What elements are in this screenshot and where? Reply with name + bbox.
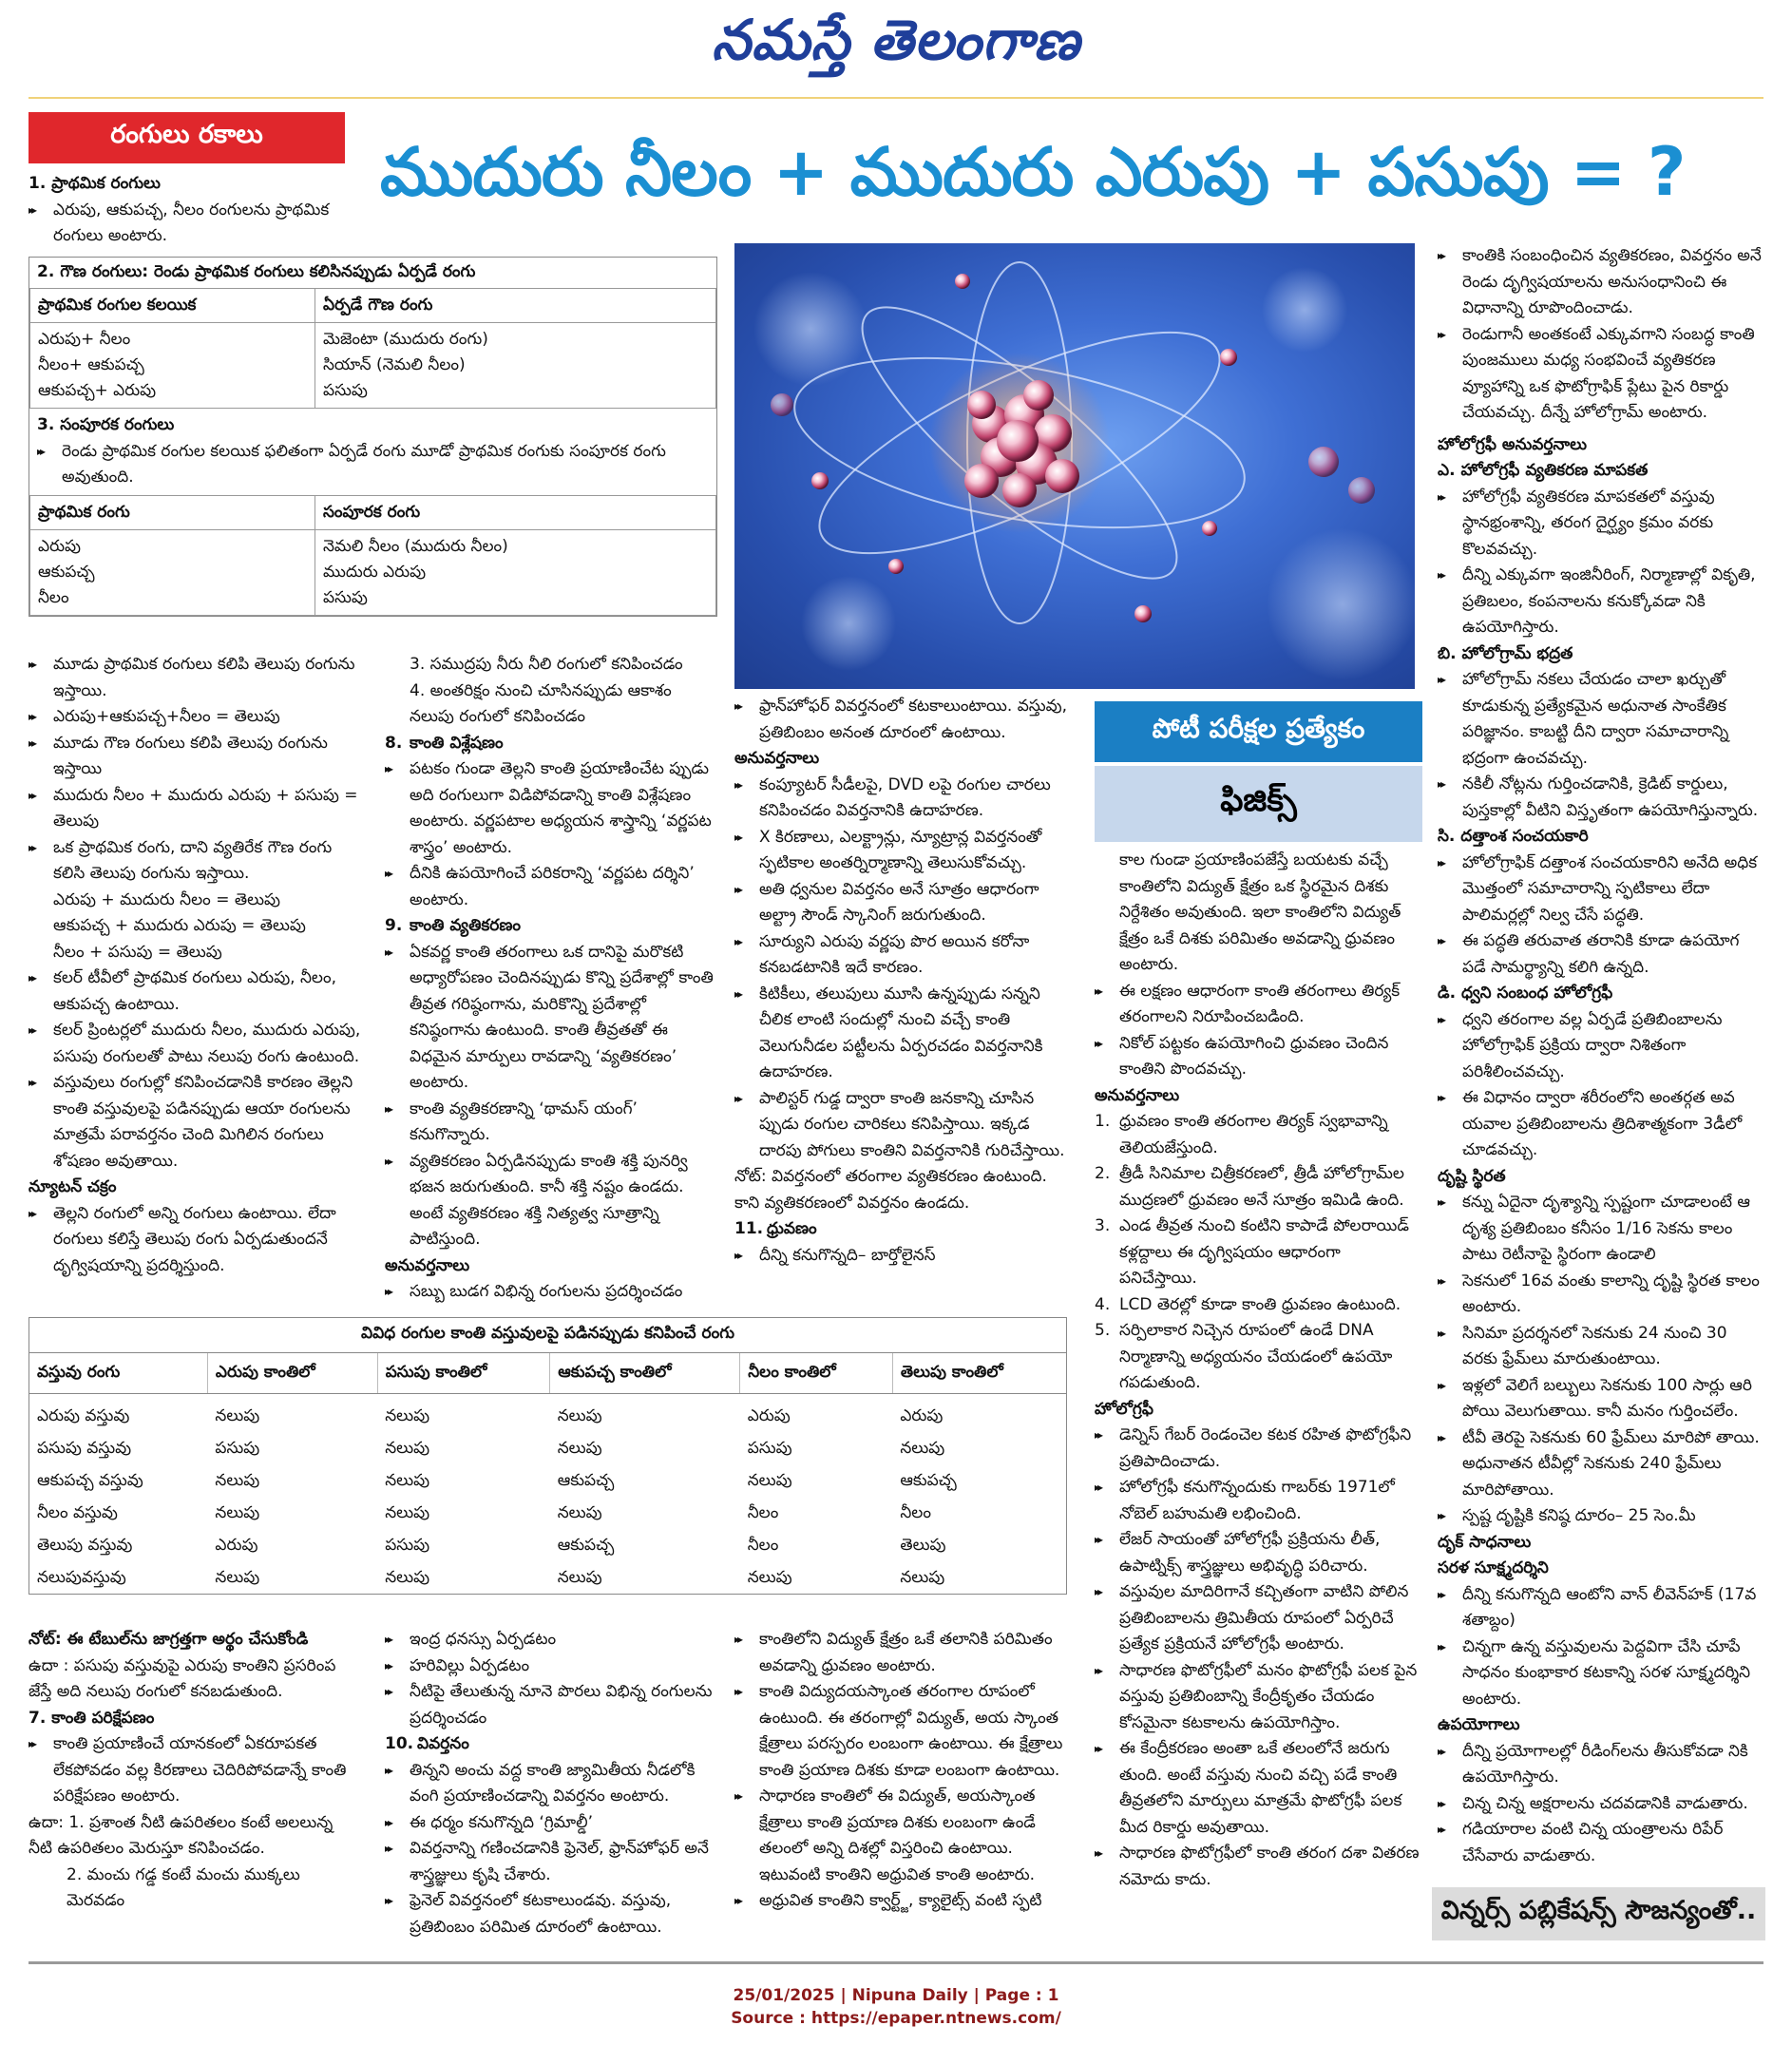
table-row [29, 1561, 1066, 1594]
bullet: ▸▸ హరివిల్లు ఏర్పడటం [385, 1653, 717, 1680]
footer-date-line: 25/01/2025 | Nipuna Daily | Page : 1 [733, 1986, 1059, 2005]
table-cell: నలుపు [747, 1568, 792, 1587]
bullet: ▸▸ రెండుగానీ అంతకంటే ఎక్కువగాని సంబద్ధ కాంతి పుంజములు మధ్య సంభవించే వ్యతికరణ వ్యూహాన్ని ఒక ఫొటోగ్రాఫిక్ ప్లేటు పైన రికార్డు చేయవచ్చు. దీన్నే హోలోగ్రామ్ అంటారు. [1438, 322, 1765, 427]
bullet: ▸▸ కలర్ ప్రింటర్లలో ముదురు నీలం, ముదురు ఎరుపు, పసుపు రంగులతో పాటు నలుపు రంగు ఉంటుంది. [29, 1018, 361, 1070]
cell-line: ఆకుపచ్చ+ ఎరుపు [38, 381, 157, 400]
table-cell: నలుపు [557, 1406, 602, 1425]
bullet: ▸▸ ఎరుపు, ఆకుపచ్చ, నీలం రంగులను ప్రాథమిక రంగులు అంటారు. [29, 198, 364, 250]
numbered-item: 1. ధ్రువణం కాంతి తరంగాల తిర్యక్ స్వభావాన్ని తెలియజేస్తుంది. [1095, 1112, 1388, 1157]
section-title-text: ధ్రువణం [767, 1219, 817, 1238]
table-row [29, 1464, 1066, 1497]
table-cell: ఎరుపు వస్తువు [37, 1406, 130, 1425]
table-row [29, 1529, 1066, 1561]
column-h [734, 1627, 1067, 1915]
bullet: ▸▸ వివర్తనాన్ని గణించడానికి ఫ్రెనెల్, ఫ్రాన్‌హోఫర్ అనే శాస్త్రజ్ఞులు కృషి చేశారు. [385, 1836, 717, 1888]
bullet: ▸▸ కాంతికి సంబంధించిన వ్యతికరణం, వివర్తనం అనే రెండు దృగ్విషయాలను అనుసంధానించి ఈ విధానాన్ని రూపొందించాడు. [1438, 243, 1765, 322]
table-row [29, 1497, 1066, 1529]
table-caption: వివిధ రంగుల కాంతి వస్తువులపై పడినప్పుడు కనిపించే రంగు [29, 1318, 1066, 1353]
cell-line: నీలం+ ఆకుపచ్చ [38, 355, 144, 374]
table-cell: పసుపు [747, 1439, 792, 1458]
table-cell: ఎరుపు [900, 1406, 944, 1425]
table-cell: నలుపు [747, 1471, 792, 1490]
bullet: ▸▸ సబ్బు బుడగ విభిన్న రంగులను ప్రదర్శించడం [385, 1279, 717, 1306]
bullet: ▸▸ నకిలీ నోట్లను గుర్తించడానికి, క్రెడిట్ కార్డులు, పుస్తకాల్లో వీటిని విస్తృతంగా ఉపయోగిస్తున్నారు. [1438, 772, 1765, 824]
bullet: ▸▸ ఈ పద్ధతి తరువాత తరానికి కూడా ఉపయోగ పడే సామర్థ్యాన్ని కలిగి ఉన్నది. [1438, 928, 1765, 981]
cell-line: ఆకుపచ్చ [38, 563, 95, 582]
bullet: ▸▸ కాంతి విద్యుదయస్కాంత తరంగాల రూపంలో ఉంటుంది. ఈ తరంగాల్లో విద్యుత్, అయ స్కాంత క్షేత్రాలు పరస్పరం లంబంగా ఉంటాయి. ఈ క్షేత్రాలు కాంతి ప్రయాణ దిశకు కూడా లంబంగా ఉంటాయి. [734, 1679, 1067, 1784]
bullet: ▸▸ దీన్ని కనుగొన్నది ఆంటోని వాన్ లీవెన్‌హక్ (17వ శతాబ్దం) [1438, 1582, 1765, 1634]
complementary-colors-table [29, 495, 716, 617]
section-title: 2. గౌణ రంగులు: రెండు ప్రాథమిక రంగులు కలిసినప్పుడు ఏర్పడే రంగు [37, 262, 476, 281]
table-cell: నీలం వస్తువు [37, 1503, 118, 1522]
example-text: ఉదా: 1. ప్రశాంత నీటి ఉపరితలం కంటే అలలున్న నీటి ఉపరితలం మెరుస్తూ కనిపించడం. [29, 1812, 334, 1858]
bullet: ▸▸ కాంతి వ్యతికరణాన్ని ‘థామస్ యంగ్’ కనుగొన్నారు. [385, 1097, 717, 1149]
section-title [385, 1731, 717, 1758]
table-header: పసుపు కాంతిలో [377, 1353, 550, 1394]
bullet: ▸▸ కిటికీలు, తలుపులు మూసి ఉన్నప్పుడు సన్నని చీలిక లాంటి సందుల్లో నుంచి వచ్చే కాంతి వెలుగునీడల పట్టీలను ఏర్పరచడం వివర్తనానికి ఉదాహరణ. [734, 982, 1067, 1086]
table-cell: నీలం [900, 1503, 931, 1522]
bullet: ▸▸ దీన్ని కనుగొన్నది– బార్తోలైనస్ [734, 1243, 1067, 1270]
note-text: నోట్: ఈ టేబుల్‌ను జాగ్రత్తగా అర్థం చేసుకోండి [29, 1630, 309, 1649]
bullet: ▸▸ అధ్రువిత కాంతిని క్వార్ట్జ్, క్యాలైట్స్ వంటి స్ఫటి [734, 1888, 1067, 1915]
section-title: న్యూటన్ చక్రం [29, 1177, 117, 1196]
bullet: ▸▸ సెకనులో 16వ వంతు కాలాన్ని దృష్టి స్థిరత కాలం అంటారు. [1438, 1269, 1765, 1321]
bullet: ▸▸ కన్ను ఏదైనా దృశ్యాన్ని స్పష్టంగా చూడాలంటే ఆ దృశ్య ప్రతిబింబం కనీసం 1/16 సెకను కాలం పాటు రెటీనాపై స్థిరంగా ఉండాలి [1438, 1190, 1765, 1269]
table-cell: ఆకుపచ్చ [900, 1471, 957, 1490]
section-title [734, 1216, 1067, 1243]
table-header: ప్రాథమిక రంగు [30, 495, 315, 530]
section-title [385, 913, 717, 940]
numbered-item: 3. ఎండ తీవ్రత నుంచి కంటిని కాపాడే పోలరాయిడ్ కళ్లద్దాలు ఈ దృగ్విషయం ఆధారంగా పనిచేస్తాయి. [1095, 1216, 1409, 1288]
atom-illustration [734, 243, 1415, 689]
bullet: ▸▸ హోలోగ్రాఫిక్ దత్తాంశ సంచయకారిని అనేది అధిక మొత్తంలో సమాచారాన్ని స్ఫటికాలు లేదా పాలిమర్లల్లో నిల్వ చేసే పద్ధతి. [1438, 850, 1765, 929]
column-b [385, 652, 717, 1306]
bullet: ▸▸ గడియారాల వంటి చిన్న యంత్రాలను రిపేర్ చేసేవారు వాడుతారు. [1438, 1817, 1765, 1869]
equation-line: నీలం + పసుపు = తెలుపు [53, 942, 222, 962]
section-title-text: కాంతి విశ్లేషణం [410, 733, 504, 753]
bullet: ▸▸ ఫ్రెనెల్ వివర్తనంలో కటకాలుండవు. వస్తువు, ప్రతిబింబం పరిమిత దూరంలో ఉంటాయి. [385, 1888, 717, 1940]
masthead-logo: నమస్తే తెలంగాణ [712, 8, 1080, 72]
table-header: నీలం కాంతిలో [740, 1353, 893, 1394]
equation-line: ఎరుపు + ముదురు నీలం = తెలుపు [53, 889, 280, 909]
section-title [385, 731, 717, 757]
bottom-divider [29, 1961, 1763, 1964]
table-cell: పసుపు వస్తువు [37, 1439, 132, 1458]
bullet: ▸▸ లేజర్ సాయంతో హోలోగ్రఫీ ప్రక్రియను లీత్, ఉపాట్నిక్స్ శాస్త్రజ్ఞులు అభివృద్ధి పరిచారు. [1095, 1527, 1422, 1579]
bullet: ▸▸ ఈ కేంద్రీకరణం అంతా ఒకే తలంలోనే జరుగు తుంది. అంటే వస్తువు నుంచి వచ్చి పడే కాంతి తీవ్రతలోని మార్పులు మాత్రమే ఫొటోగ్రఫీ పలక మీద రికార్డు అవుతాయి. [1095, 1736, 1422, 1841]
table-cell: నలుపు [900, 1568, 945, 1587]
table-cell: నలుపువస్తువు [37, 1568, 126, 1587]
subsection-title: సి. దత్తాంశ సంచయకారి [1438, 827, 1589, 846]
table-cell: నలుపు [215, 1503, 260, 1522]
table-header: ఎరుపు కాంతిలో [207, 1353, 377, 1394]
column-e [1438, 243, 1765, 1869]
bullet: ▸▸ హోలోగ్రామ్ నకలు చేయడం చాలా ఖర్చుతో కూడుకున్న ప్రత్యేకమైన అధునాత సాంకేతిక పరిజ్ఞానం. కాబట్టి దీని ద్వారా సమాచారాన్ని భద్రంగా ఉంచవచ్చు. [1438, 667, 1765, 772]
bullet: ▸▸ దీన్ని ఎక్కువగా ఇంజినీరింగ్, నిర్మాణాల్లో వికృతి, ప్రతిబలం, కంపనాలను కనుక్కోవడా నికి ఉపయోగిస్తారు. [1438, 563, 1765, 641]
physics-label: ఫిజిక్స్ [1095, 766, 1422, 842]
table-cell: నలుపు [385, 1568, 430, 1587]
section-number: 11. [734, 1219, 764, 1238]
bullet: ▸▸ సాధారణ ఫొటోగ్రఫీలో మనం ఫొటోగ్రఫీ పలక పైన వస్తువు ప్రతిబింబాన్ని కేంద్రీకృతం చేయడం కోసమైనా కటకాలను ఉపయోగిస్తాం. [1095, 1658, 1422, 1737]
table-row [29, 1394, 1066, 1433]
bullet: ▸▸ ఏకవర్ణ కాంతి తరంగాలు ఒక దానిపై మరొకటి అధ్యారోపణం చెందినప్పుడు కొన్ని ప్రదేశాల్లో కాంతి తీవ్రత గరిష్ఠంగాను, మరికొన్ని ప్రదేశాల్లో కనిష్ఠంగాను ఉంటుంది. కాంతి తీవ్రతతో ఈ విధమైన మార్పులు రావడాన్ని ‘వ్యతికరణం’ అంటారు. [385, 940, 717, 1097]
bullet: ▸▸ ఈ విధానం ద్వారా శరీరంలోని అంతర్గత అవ యవాల ప్రతిబింబాలను త్రిదిశాత్మకంగా 3డీలో చూడవచ్చు. [1438, 1085, 1765, 1164]
bullet: ▸▸ సాధారణ ఫొటోగ్రఫీలో కాంతి తరంగ దశా వితరణ నమోదు కాదు. [1095, 1841, 1422, 1893]
table-cell [30, 323, 315, 409]
table-cell: ఆకుపచ్చ [557, 1536, 615, 1555]
bullet: ▸▸ హోలోగ్రఫీ కనుగొన్నందుకు గాబర్‌కు 1971లో నోబెల్ బహుమతి లభించింది. [1095, 1475, 1422, 1527]
subsection-title: సరళ సూక్ష్మదర్శిని [1438, 1558, 1549, 1577]
table-cell: నలుపు [557, 1439, 602, 1458]
table-header: ఆకుపచ్చ కాంతిలో [550, 1353, 740, 1394]
bullet: ▸▸ ముదురు నీలం + ముదురు ఎరుపు + పసుపు = తెలుపు [29, 783, 361, 835]
bullet: ▸▸ నికోల్ పట్టకం ఉపయోగించి ధ్రువణం చెందిన కాంతిని పొందవచ్చు. [1095, 1031, 1422, 1083]
table-cell: నలుపు [215, 1568, 260, 1587]
section-title: అనువర్తనాలు [385, 1255, 470, 1275]
section-number: 9. [385, 916, 403, 935]
table-cell: నలుపు [215, 1471, 260, 1490]
table-cell: నలుపు [900, 1439, 945, 1458]
table-cell: తెలుపు [900, 1536, 946, 1555]
bullet: ▸▸ దీన్ని ప్రయోగాలల్లో రీడింగ్‌లను తీసుకోవడా నికి ఉపయోగిస్తారు. [1438, 1739, 1765, 1791]
section-title: హోలోగ్రఫీ అనువర్తనాలు [1438, 434, 1588, 454]
cell-line: నెమలి నీలం (ముదురు నీలం) [323, 537, 508, 556]
bullet: ▸▸ చిన్న చిన్న అక్షరాలను చదవడానికి వాడుతారు. [1438, 1791, 1765, 1818]
column-c [734, 694, 1067, 1269]
cell-line: పసుపు [323, 588, 368, 607]
bullet: ▸▸ కాంతిలోని విద్యుత్ క్షేత్రం ఒకే తలానికి పరిమితం అవడాన్ని ధ్రువణం అంటారు. [734, 1627, 1067, 1679]
section-title: హోలోగ్రఫీ [1095, 1399, 1153, 1419]
section-number: 10. [385, 1734, 414, 1753]
bullet: ▸▸ వస్తువుల మాదిరిగానే కచ్చితంగా వాటిని పోలిన ప్రతిబింబాలను త్రిమితీయ రూపంలో ఏర్పరిచే ప్రత్యేక ప్రక్రియనే హోలోగ్రఫీ అంటారు. [1095, 1579, 1422, 1658]
bullet: ▸▸ ఫ్రాన్‌హోఫర్ వివర్తనంలో కటకాలుంటాయి. వస్తువు, ప్రతిబింబం అనంత దూరంలో ఉంటాయి. [734, 694, 1067, 746]
bullet: ▸▸ ఇళ్లలో వెలిగే బల్బులు సెకనుకు 100 సార్లు ఆరి పోయి వెలుగుతాయి. కానీ మనం గుర్తించలేం. [1438, 1373, 1765, 1425]
bullet: ▸▸ X కిరణాలు, ఎలక్ట్రాన్లు, న్యూట్రాన్ల వివర్తనంతో స్ఫటికాల అంతర్నిర్మాణాన్ని తెలుసుకోవచ్చు. [734, 825, 1067, 877]
table-header: ప్రాథమిక రంగుల కలయిక [30, 288, 315, 323]
secondary-colors-table [29, 288, 716, 410]
table-cell [315, 530, 716, 616]
competitive-exam-label: పోటీ పరీక్షల ప్రత్యేకం [1095, 701, 1422, 762]
column-g [385, 1627, 717, 1940]
table-cell: నలుపు [557, 1503, 602, 1522]
bullet: ▸▸ డెన్నిస్ గేబర్ రెండంచెల కటక రహిత ఫొటోగ్రఫీని ప్రతిపాదించాడు. [1095, 1423, 1422, 1475]
section-title: అనువర్తనాలు [734, 749, 820, 768]
table-cell: నలుపు [215, 1406, 260, 1425]
bullet: ▸▸ తిన్నని అంచు వద్ద కాంతి జ్యామితీయ నీడలోకి వంగి ప్రయాణించడాన్ని వివర్తనం అంటారు. [385, 1758, 717, 1810]
bullet: ▸▸ పటకం గుండా తెల్లని కాంతి ప్రయాణించేట ప్పుడు అది రంగులుగా విడిపోవడాన్ని కాంతి విశ్లేషణం అంటారు. వర్ణపటాల అధ్యయన శాస్త్రాన్ని ‘వర్ణపట శాస్త్రం’ అంటారు. [385, 756, 717, 861]
numbered-item: 4. LCD తెరల్లో కూడా కాంతి ధ్రువణం ఉంటుంది. [1095, 1294, 1401, 1314]
table-cell: నలుపు [385, 1503, 430, 1522]
table-cell: నలుపు [385, 1439, 430, 1458]
bullet: ▸▸ వ్యతికరణం ఏర్పడినప్పుడు కాంతి శక్తి పునర్వి భజన జరుగుతుంది. కానీ శక్తి నష్టం ఉండదు. అంటే వ్యతికరణం శక్తి నిత్యత్వ సూత్రాన్ని పాటిస్తుంది. [385, 1149, 717, 1253]
bullet: ▸▸ రెండు ప్రాథమిక రంగుల కలయిక ఫలితంగా ఏర్పడే రంగు మూడో ప్రాథమిక రంగుకు సంపూరక రంగు అవుతుంది. [37, 439, 709, 491]
table-header: వస్తువు రంగు [29, 1353, 207, 1394]
bullet: ▸▸ ఈ లక్షణం ఆధారంగా కాంతి తరంగాలు తిర్యక్ తరంగాలని నిరూపించబడింది. [1095, 979, 1422, 1031]
example-text: 2. మంచు గడ్డ కంటే మంచు ముక్కలు మెరవడం [67, 1864, 300, 1910]
section-title: 3. సంపూరక రంగులు [37, 415, 175, 434]
equation-line: ఆకుపచ్చ + ముదురు ఎరుపు = తెలుపు [53, 916, 306, 935]
table-cell: తెలుపు వస్తువు [37, 1536, 133, 1555]
table-cell: ఎరుపు [747, 1406, 791, 1425]
column-a [29, 652, 361, 1279]
column-f [29, 1627, 361, 1915]
subsection-title: డి. ధ్వని సంబంధ హోలోగ్రఫీ [1438, 984, 1613, 1003]
cell-line: ఎరుపు [38, 537, 82, 556]
cell-line: ఎరుపు+ నీలం [38, 330, 131, 349]
table-cell [30, 530, 315, 616]
bullet: ▸▸ వస్తువులు రంగుల్లో కనిపించడానికి కారణం తెల్లని కాంతి వస్తువులపై పడినప్పుడు ఆయా రంగులను మాత్రమే పరావర్తనం చెంది మిగిలిన రంగులు శోషణం అవుతాయి. [29, 1070, 361, 1175]
bullet: ▸▸ తెల్లని రంగులో అన్ని రంగులు ఉంటాయి. లేదా రంగులు కలిస్తే తెలుపు రంగు ఏర్పడుతుందనే దృగ్విషయాన్ని ప్రదర్శిస్తుంది. [29, 1201, 361, 1280]
table-cell: పసుపు [215, 1439, 260, 1458]
paragraph: కాల గుండా ప్రయాణింపజేస్తే బయటకు వచ్చే కాంతిలోని విద్యుత్ క్షేత్రం ఒక స్థిరమైన దిశకు నిర్దేశితం అవుతుంది. ఇలా కాంతిలోని విద్యుత్ క్షేత్రం ఒకే దిశకు పరిమితం అవడాన్ని ధ్రువణం అంటారు. [1119, 850, 1401, 974]
bullet: ▸▸ సూర్యుని ఎరుపు వర్ణపు పొర అయిన కరోనా కనబడటానికి ఇదే కారణం. [734, 929, 1067, 982]
note-text: నోట్: వివర్తనంలో తరంగాల వ్యతికరణం ఉంటుంది. కాని వ్యతికరణంలో వివర్తనం ఉండదు. [734, 1167, 1047, 1213]
cell-line: ముదురు ఎరుపు [323, 563, 427, 582]
section-title: 7. కాంతి పరిక్షేపణం [29, 1708, 155, 1728]
bullet: ▸▸ ధ్వని తరంగాల వల్ల ఏర్పడే ప్రతిబింబాలను హోలోగ్రాఫిక్ ప్రక్రియ ద్వారా నిశితంగా పరిశీలించవచ్చు. [1438, 1007, 1765, 1086]
bullet: ▸▸ టీవీ తెరపై సెకనుకు 60 ఫ్రేమ్‌లు మారిపో తాయి. అధునాతన టీవీల్లో సెకనుకు 240 ఫ్రేమ్‌లు మారిపోతాయి. [1438, 1425, 1765, 1504]
table-cell: నీలం [747, 1536, 779, 1555]
section-title-text: వివర్తనం [417, 1734, 469, 1753]
table-cell: నలుపు [557, 1568, 602, 1587]
bullet: ▸▸ మూడు గౌణ రంగులు కలిపి తెలుపు రంగును ఇస్తాయి [29, 731, 361, 783]
cell-line: నీలం [38, 588, 69, 607]
table-cell: నీలం [747, 1503, 779, 1522]
subsection-title: ఎ. హోలోగ్రఫీ వ్యతికరణ మాపకత [1438, 461, 1649, 480]
bullet: ▸▸ మూడు ప్రాథమిక రంగులు కలిపి తెలుపు రంగును ఇస్తాయి. [29, 652, 361, 704]
bullet: ▸▸ చిన్నగా ఉన్న వస్తువులను పెద్దవిగా చేసి చూపే సాధనం కుంభాకార కటకాన్ని సరళ సూక్ష్మదర్శిని అంటారు. [1438, 1634, 1765, 1713]
cell-line: సియాన్ (నెమలి నీలం) [323, 355, 466, 374]
publisher-credit: విన్నర్స్ పబ్లికేషన్స్ సౌజన్యంతో.. [1432, 1887, 1765, 1940]
bullet: ▸▸ కంప్యూటర్ సీడీలపై, DVD లపై రంగుల చారలు కనిపించడం వివర్తనానికి ఉదాహరణ. [734, 773, 1067, 825]
table-cell: ఆకుపచ్చ వస్తువు [37, 1471, 143, 1490]
table-header: సంపూరక రంగు [315, 495, 716, 530]
bullet: ▸▸ కలర్ టీవీలో ప్రాథమిక రంగులు ఎరుపు, నీలం, ఆకుపచ్చ ఉంటాయి. [29, 965, 361, 1018]
section-title: అనువర్తనాలు [1095, 1085, 1180, 1105]
footer-source-link[interactable]: Source : https://epaper.ntnews.com/ [731, 2009, 1061, 2028]
bullet: ▸▸ ఒక ప్రాథమిక రంగు, దాని వ్యతిరేక గౌణ రంగు కలిసి తెలుపు రంగును ఇస్తాయి. [29, 835, 361, 888]
column-d [1095, 848, 1422, 1893]
bullet: ▸▸ ఎరుపు+ఆకుపచ్చ+నీలం = తెలుపు [29, 704, 361, 731]
section-title: 1. ప్రాథమిక రంగులు [29, 174, 161, 193]
table-cell: పసుపు [385, 1536, 430, 1555]
category-label: రంగులు రకాలు [29, 112, 345, 163]
section-title-text: కాంతి వ్యతికరణం [410, 916, 521, 935]
table-cell: నలుపు [385, 1406, 430, 1425]
list-item: 3. సముద్రపు నీరు నీలి రంగులో కనిపించడం [410, 655, 683, 674]
bullet: ▸▸ నీటిపై తేలుతున్న నూనె పొరలు విభిన్న రంగులను ప్రదర్శించడం [385, 1679, 717, 1731]
table-header: తెలుపు కాంతిలో [892, 1353, 1066, 1394]
top-divider [29, 97, 1763, 99]
subsection-title: బి. హోలోగ్రామ్ భద్రత [1438, 643, 1573, 663]
table-cell: నలుపు [385, 1471, 430, 1490]
bullet: ▸▸ కాంతి ప్రయాణించే యానకంలో ఏకరూపకత లేకపోవడం వల్ల కిరణాలు చెదిరిపోవడాన్నే కాంతి పరిక్షేపణం అంటారు. [29, 1731, 361, 1810]
section-number: 8. [385, 733, 403, 753]
column-color-types [29, 171, 364, 250]
bullet: ▸▸ దీనికి ఉపయోగించే పరికరాన్ని ‘వర్ణపట దర్శిని’ అంటారు. [385, 861, 717, 913]
bullet: ▸▸ పాలిస్టర్ గుడ్డ ద్వారా కాంతి జనకాన్ని చూసిన ప్పుడు రంగుల చారికలు కనిపిస్తాయి. ఇక్కడ దారపు పోగులు కాంతిని వివర్తనానికి గురిచేస్తాయి. [734, 1086, 1067, 1165]
bullet: ▸▸ సాధారణ కాంతిలో ఈ విద్యుత్, అయస్కాంత క్షేత్రాలు కాంతి ప్రయాణ దిశకు లంబంగా ఉండే తలంలో అన్ని దిశల్లో విస్తరించి ఉంటాయి. ఇటువంటి కాంతిని అధ్రువిత కాంతి అంటారు. [734, 1784, 1067, 1888]
table-cell: ఎరుపు [215, 1536, 258, 1555]
example-text: ఉదా : పసుపు వస్తువుపై ఎరుపు కాంతిని ప్రసరింప జేస్తే అది నలుపు రంగులో కనబడుతుంది. [29, 1655, 336, 1701]
table-row [29, 1432, 1066, 1464]
bullet: ▸▸ సినిమా ప్రదర్శనలో సెకనుకు 24 నుంచి 30 వరకు ఫ్రేమ్‌లు మారుతుంటాయి. [1438, 1321, 1765, 1373]
cell-line: పసుపు [323, 381, 368, 400]
bullet: ▸▸ స్పష్ట దృష్టికి కనిష్ఠ దూరం– 25 సెం.మీ [1438, 1503, 1765, 1530]
numbered-item: 2. త్రీడీ సినిమాల చిత్రీకరణలో, త్రీడీ హోలోగ్రామ్‌ల ముద్రణలో ధ్రువణం అనే సూత్రం ఇమిడి ఉంది. [1095, 1164, 1404, 1210]
section-title: దృక్ సాధనాలు [1438, 1532, 1532, 1552]
bullet: ▸▸ ఇంద్ర ధనస్సు ఏర్పడటం [385, 1627, 717, 1653]
bullet: ▸▸ అతి ధ్వనుల వివర్తనం అనే సూత్రం ఆధారంగా అల్ట్రా సౌండ్ స్కానింగ్ జరుగుతుంది. [734, 877, 1067, 929]
atom-graphic [734, 243, 1415, 689]
table-cell: ఆకుపచ్చ [557, 1471, 615, 1490]
section-title: ఉపయోగాలు [1438, 1715, 1520, 1734]
page-headline: ముదురు నీలం + ముదురు ఎరుపు + పసుపు = ? [380, 133, 1686, 211]
bullet: ▸▸ ఈ ధర్మం కనుగొన్నది ‘గ్రిమాల్డీ’ [385, 1810, 717, 1837]
list-item: 4. అంతరిక్షం నుంచి చూసినప్పుడు ఆకాశం నలుపు రంగులో కనిపించడం [410, 680, 672, 726]
table-header: ఏర్పడే గౌణ రంగు [315, 288, 716, 323]
section-title: దృష్టి స్థిరత [1438, 1166, 1506, 1186]
data-table [29, 1353, 1066, 1594]
bullet: ▸▸ హోలోగ్రఫీ వ్యతికరణ మాపకతలో వస్తువు స్థానభ్రంశాన్ని, తరంగ దైర్ఘ్యం క్రమం వరకు కొలవవచ్చు. [1438, 485, 1765, 564]
table-cell [315, 323, 716, 409]
cell-line: మెజెంటా (ముదురు రంగు) [323, 330, 488, 349]
color-in-light-table [29, 1317, 1067, 1595]
secondary-colors-box [29, 257, 717, 617]
numbered-item: 5. సర్పిలాకార నిచ్చెన రూపంలో ఉండే DNA నిర్మాణాన్ని అధ్యయనం చేయడంలో ఉపయో గపడుతుంది. [1095, 1321, 1393, 1392]
